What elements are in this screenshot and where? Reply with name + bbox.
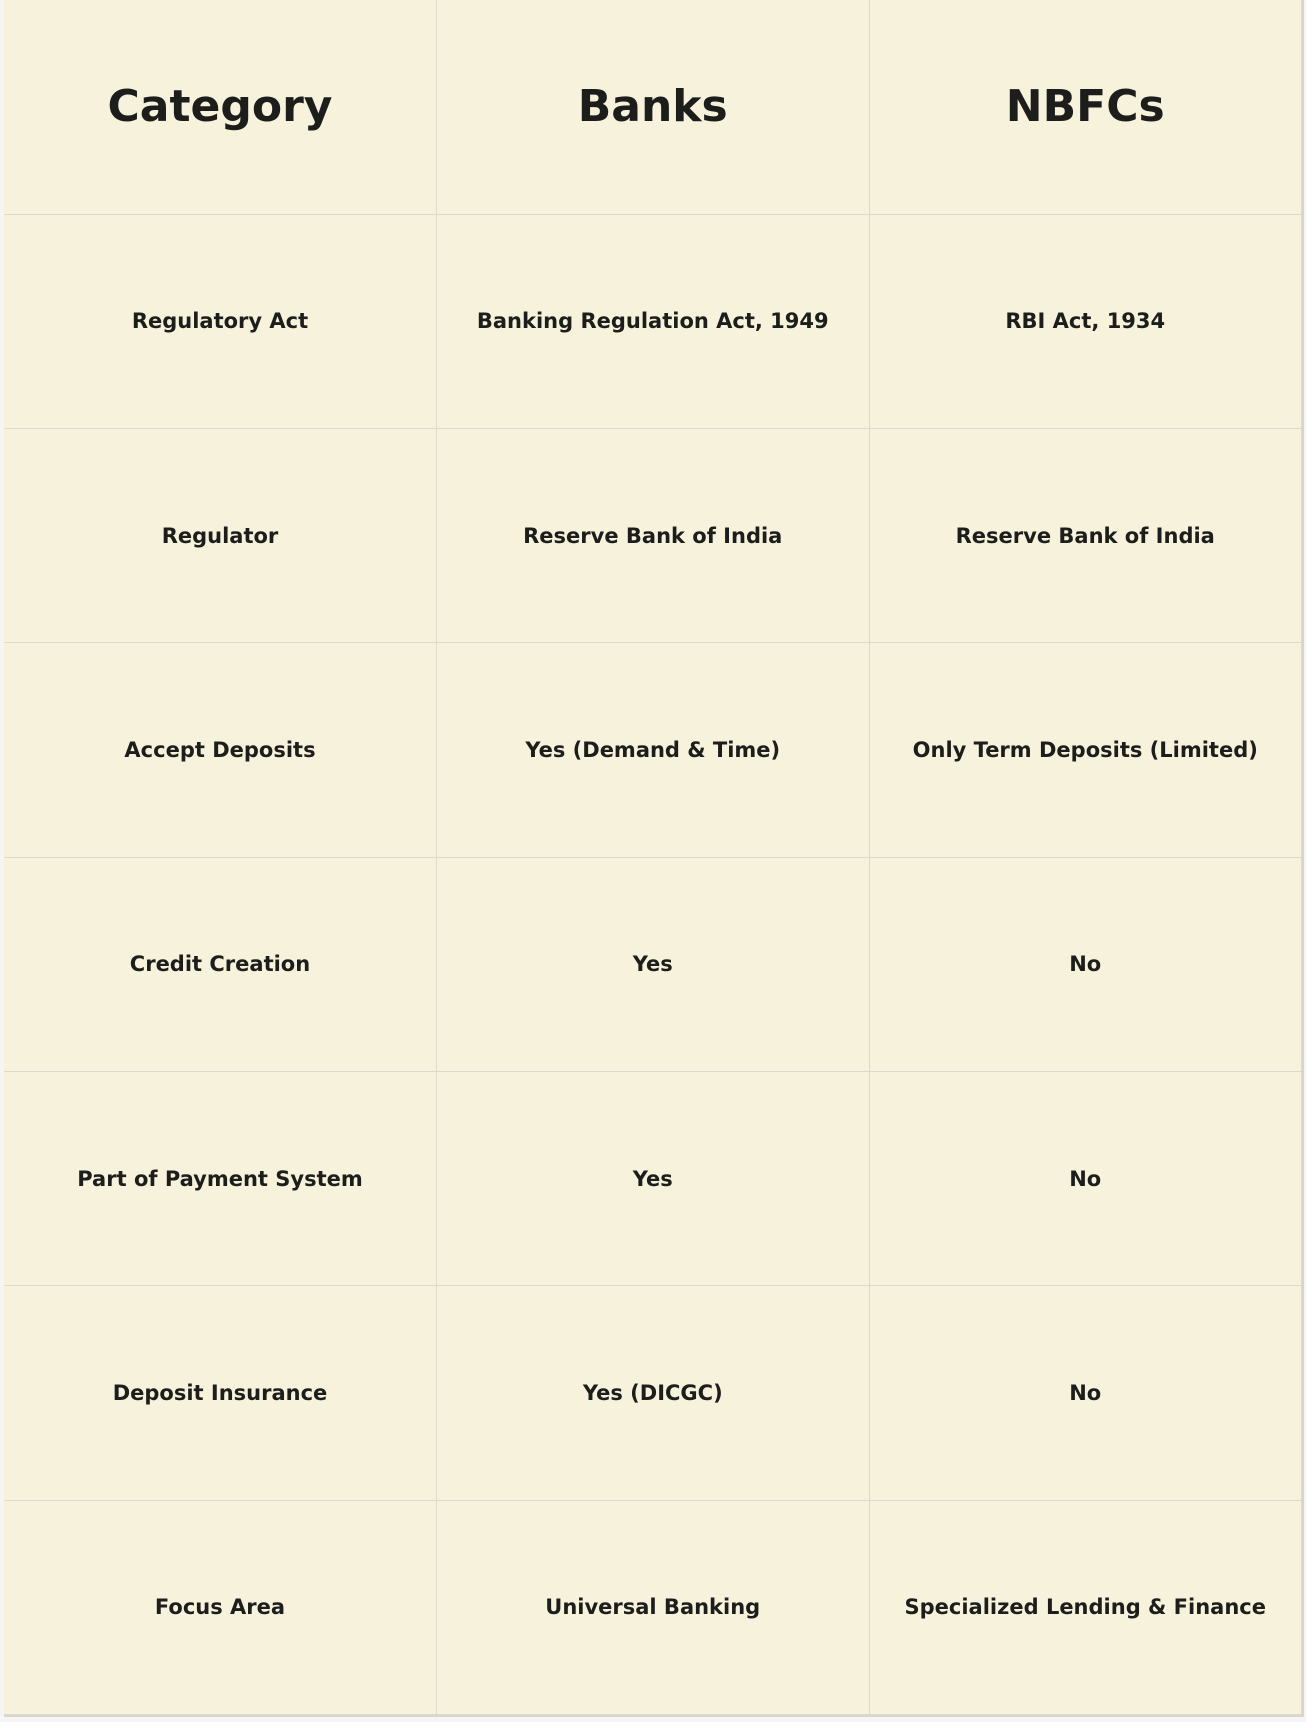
cell-banks: Yes (Demand & Time) bbox=[437, 643, 870, 857]
cell-banks: Universal Banking bbox=[437, 1500, 870, 1714]
cell-nbfcs: Only Term Deposits (Limited) bbox=[869, 643, 1302, 857]
cell-category: Credit Creation bbox=[4, 857, 437, 1071]
table-row bbox=[4, 1286, 1302, 1500]
cell-category: Deposit Insurance bbox=[4, 1286, 437, 1500]
cell-category: Regulator bbox=[4, 428, 437, 642]
table-row bbox=[4, 1500, 1302, 1714]
table-row bbox=[4, 643, 1302, 857]
cell-nbfcs: Reserve Bank of India bbox=[869, 428, 1302, 642]
cell-nbfcs: No bbox=[869, 857, 1302, 1071]
comparison-table-container bbox=[4, 0, 1304, 1717]
table-row bbox=[4, 857, 1302, 1071]
header-nbfcs: NBFCs bbox=[869, 0, 1302, 214]
table-row bbox=[4, 214, 1302, 428]
cell-banks: Yes (DICGC) bbox=[437, 1286, 870, 1500]
table-header-row bbox=[4, 0, 1302, 214]
cell-nbfcs: RBI Act, 1934 bbox=[869, 214, 1302, 428]
cell-banks: Yes bbox=[437, 1071, 870, 1285]
cell-nbfcs: No bbox=[869, 1071, 1302, 1285]
cell-banks: Yes bbox=[437, 857, 870, 1071]
table-row bbox=[4, 1071, 1302, 1285]
header-banks: Banks bbox=[437, 0, 870, 214]
cell-category: Accept Deposits bbox=[4, 643, 437, 857]
cell-nbfcs: Specialized Lending & Finance bbox=[869, 1500, 1302, 1714]
cell-nbfcs: No bbox=[869, 1286, 1302, 1500]
cell-banks: Reserve Bank of India bbox=[437, 428, 870, 642]
header-category: Category bbox=[4, 0, 437, 214]
cell-banks: Banking Regulation Act, 1949 bbox=[437, 214, 870, 428]
table-row bbox=[4, 428, 1302, 642]
comparison-table bbox=[4, 0, 1302, 1715]
cell-category: Focus Area bbox=[4, 1500, 437, 1714]
cell-category: Part of Payment System bbox=[4, 1071, 437, 1285]
cell-category: Regulatory Act bbox=[4, 214, 437, 428]
